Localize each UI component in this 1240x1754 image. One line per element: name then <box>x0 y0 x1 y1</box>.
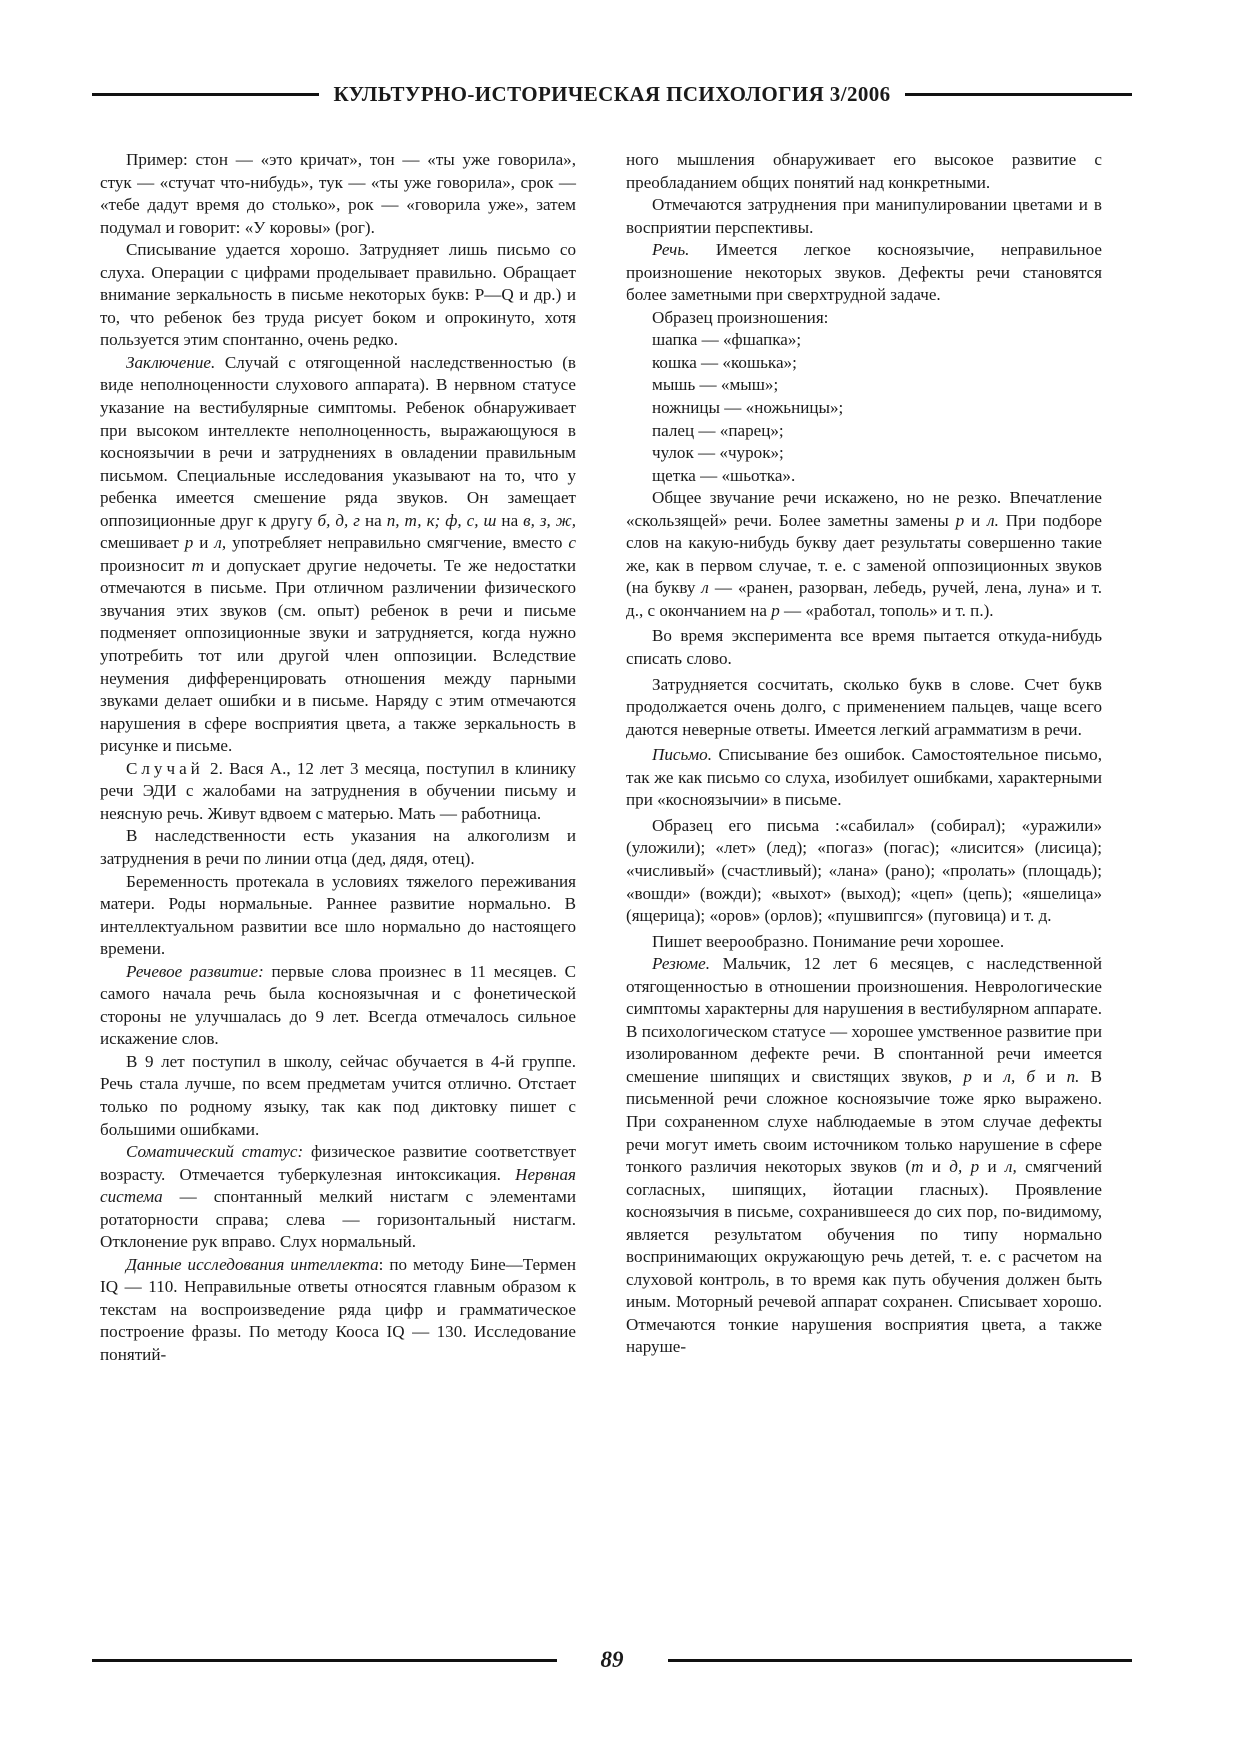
page-footer <box>92 1643 1132 1677</box>
paragraph-pregnancy: Беременность протекала в условиях тяжелого переживания матери. Роды нормальные. Раннее развитие нормально. В интеллектуальном развитии все шло нормально до настоящего времени. <box>100 871 576 959</box>
paragraph-somatic-status: Соматический статус: физическое развитие соответствует возрасту. Отмечается туберкулезная интоксикация. Нервная система — спонтанный мелкий нистагм с элементами ротаторности справа; слева — горизонтальный нистагм. Отклонение рук вправо. Слух нормальный. <box>100 1142 576 1252</box>
header-rule-left <box>92 93 319 96</box>
pronunciation-item: шапка — «фшапка»; <box>652 330 802 350</box>
journal-title: КУЛЬТУРНО-ИСТОРИЧЕСКАЯ ПСИХОЛОГИЯ 3/2006 <box>333 81 891 106</box>
speech-development-label: Речевое развитие: <box>126 961 264 981</box>
pronunciation-item: палец — «парец»; <box>652 420 784 440</box>
paragraph-color-difficulty: Отмечаются затруднения при манипулировании цветами и в восприятии перспективы. <box>626 195 1102 237</box>
paragraph-experiment: Во время эксперимента все время пытается откуда-нибудь списать слово. <box>626 626 1102 669</box>
paragraph-heredity: В наследственности есть указания на алкоголизм и затруднения в речи по линии отца (дед, дядя, отец). <box>100 826 576 868</box>
somatic-status-label: Соматический статус: <box>126 1142 304 1162</box>
paragraph-example: Пример: стон — «это кричат», тон — «ты уже говорила», стук — «стучат что-нибудь», тук — «ты уже говорила», срок — «тебе дадут время до столько», рок — «говорила уже», затем подумал и говорит: «У коровы» (рог). <box>100 150 576 237</box>
intellect-label: Данные исследования интеллекта <box>126 1254 379 1274</box>
nervous-system-label: Нервная система <box>100 1164 576 1207</box>
footer-rule-left <box>92 1659 557 1662</box>
running-header <box>92 80 1132 108</box>
speech-label: Речь. <box>652 240 690 260</box>
paragraph-fan-writing: Пишет веерообразно. Понимание речи хорошее. <box>652 931 1005 951</box>
paragraph-copying: Списывание удается хорошо. Затрудняет лишь письмо со слуха. Операции с цифрами проделывает правильно. Обращает внимание зеркальность в письме некоторых букв: Р—Q и др.) и то, что ребенок без труда рисует боком и опрокинуто, хотя пользуется этим спонтанно, очень редко. <box>100 240 576 350</box>
pronunciation-item: щетка — «шьотка». <box>652 465 796 485</box>
left-column <box>100 149 576 1367</box>
summary-label: Резюме. <box>652 954 711 974</box>
footer-rule-right <box>668 1659 1133 1662</box>
paragraph-general-sound: Общее звучание речи искажено, но не резко. Впечатление «скользящей» речи. Более заметны замены р и л. При подборе слов на какую-нибудь букву дает результаты совершенно такие же, как в первом случае, т. е. с заменой оппозиционных звуков (на букву л — «ранен, разорван, лебедь, ручей, лена, луна» и т. д., с окончанием на р — «работал, тополь» и т. п.). <box>626 488 1103 620</box>
writing-label: Письмо. <box>652 745 712 765</box>
paragraph-counting: Затрудняется сосчитать, сколько букв в слове. Счет букв продолжается очень долго, с применением пальцев, чаще всего даются неверные ответы. Имеется легкий аграмматизм в речи. <box>626 674 1102 739</box>
paragraph-continuation: ного мышления обнаруживает его высокое развитие с преобладанием общих понятий над конкретными. <box>626 150 1102 192</box>
page-number: 89 <box>600 1647 624 1672</box>
paragraph-writing: Письмо. Списывание без ошибок. Самостоятельное письмо, так же как письмо со слуха, изобилует ошибками, характерными при «косноязычии» в письме. <box>626 745 1102 810</box>
paragraph-intellect: Данные исследования интеллекта: по методу Бине—Термен IQ — 110. Неправильные ответы относятся главным образом к текстам на воспроизведение ряда цифр и грамматическое построение фразы. По методу Кооса IQ — 130. Исследование понятий- <box>100 1254 576 1364</box>
paragraph-summary: Резюме. Мальчик, 12 лет 6 месяцев, с наследственной отягощенностью в отношении произношения. Неврологические симптомы характерны для нарушения в вестибулярном аппарате. В психологическом статусе — хорошее умственное развитие при изолированном дефекте речи. В спонтанной речи имеется смешение шипящих и свистящих звуков, р и л, б и п. В письменной речи сложное косноязычие тоже ярко выражено. При сохраненном слухе наблюдаемые в этом случае дефекты речи могут иметь своим источником только нарушение в сфере тонкого различия некоторых звуков (т и д, р и л, смягчений согласных, шипящих, йотации гласных). Проявление косноязычия в письме, сохранившееся до сих пор, по-видимому, является результатом обучения по типу нормально воспринимающих окружающую речь детей, т. е. с расчетом на слуховой контроль, в то время как путь обучения должен быть иным. Моторный речевой аппарат сохранен. Списывает хорошо. Отмечаются тонкие нарушения восприятия цвета, а также наруше- <box>626 954 1102 1357</box>
pronunciation-item: кошка — «кошька»; <box>652 352 797 372</box>
case-label: Случай <box>126 758 204 778</box>
pronunciation-item: ножницы — «ножьницы»; <box>652 398 844 418</box>
paragraph-conclusion: Заключение. Случай с отягощенной наследственностью (в виде неполноценности слухового аппарата). В нервном статусе указание на вестибулярные симптомы. Ребенок обнаруживает при высоком интеллекте неполноценность, выражающуюся в косноязычии в речи и затруднениях в овладении правильным письмом. Специальные исследования указывают на то, что у ребенка имеется смешение ряда звуков. Он замещает оппозиционные друг к другу б, д, г на п, т, к; ф, с, ш на в, з, ж, смешивает р и л, употребляет неправильно смягчение, вместо с произносит т и допускает другие недочеты. Те же недостатки отмечаются в письме. При отличном различении физического звучания этих звуков (см. опыт) ребенок в речи и письме подменяет оппозиционные звуки и затрудняется, когда нужно употребить тот или другой член оппозиции. Вследствие неумения дифференцировать отношения между парными звуками делает ошибки и в письме. Наряду с этим отмечаются нарушения в сфере восприятия цвета, а также зеркальность в рисунке и письме. <box>100 352 576 756</box>
pronunciation-heading: Образец произношения: <box>652 307 829 327</box>
conclusion-label: Заключение. <box>126 352 216 372</box>
paragraph-writing-sample: Образец его письма :«сабилал» (собирал); «уражили» (уложили); «лет» (лед); «погаз» (погас); «лисится» (лисица); «числивый» (счастливый); «лана» (рано); «пролать» (площадь); «вошди» (вожди); «выхот» (выход); «цеп» (цепь); «яшелица» (ящерица); «оров» (орлов); «пушвипгся» (пуговица) и т. д. <box>626 815 1102 926</box>
header-rule-right <box>905 93 1132 96</box>
pronunciation-item: чулок — «чурок»; <box>652 443 784 463</box>
pronunciation-item: мышь — «мыш»; <box>652 375 779 395</box>
paragraph-speech-development: Речевое развитие: первые слова произнес в 11 месяцев. С самого начала речь была косноязычная и с фонетической стороны не улучшалась до 9 лет. Всегда отмечалось сильное искажение слов. <box>100 961 576 1049</box>
paragraph-school: В 9 лет поступил в школу, сейчас обучается в 4-й группе. Речь стала лучше, по всем предметам учится отлично. Отстает только по родному языку, так как под диктовку пишет с большими ошибками. <box>100 1051 576 1139</box>
paragraph-case-2: Случай 2. Вася А., 12 лет 3 месяца, поступил в клинику речи ЭДИ с жалобами на затруднения в обучении письму и неясную речь. Живут вдвоем с матерью. Мать — работница. <box>100 758 576 823</box>
paragraph-speech: Речь. Имеется легкое косноязычие, неправильное произношение некоторых звуков. Дефекты речи становятся более заметными при сверхтрудной задаче. <box>626 240 1102 305</box>
right-column <box>626 149 1102 1359</box>
